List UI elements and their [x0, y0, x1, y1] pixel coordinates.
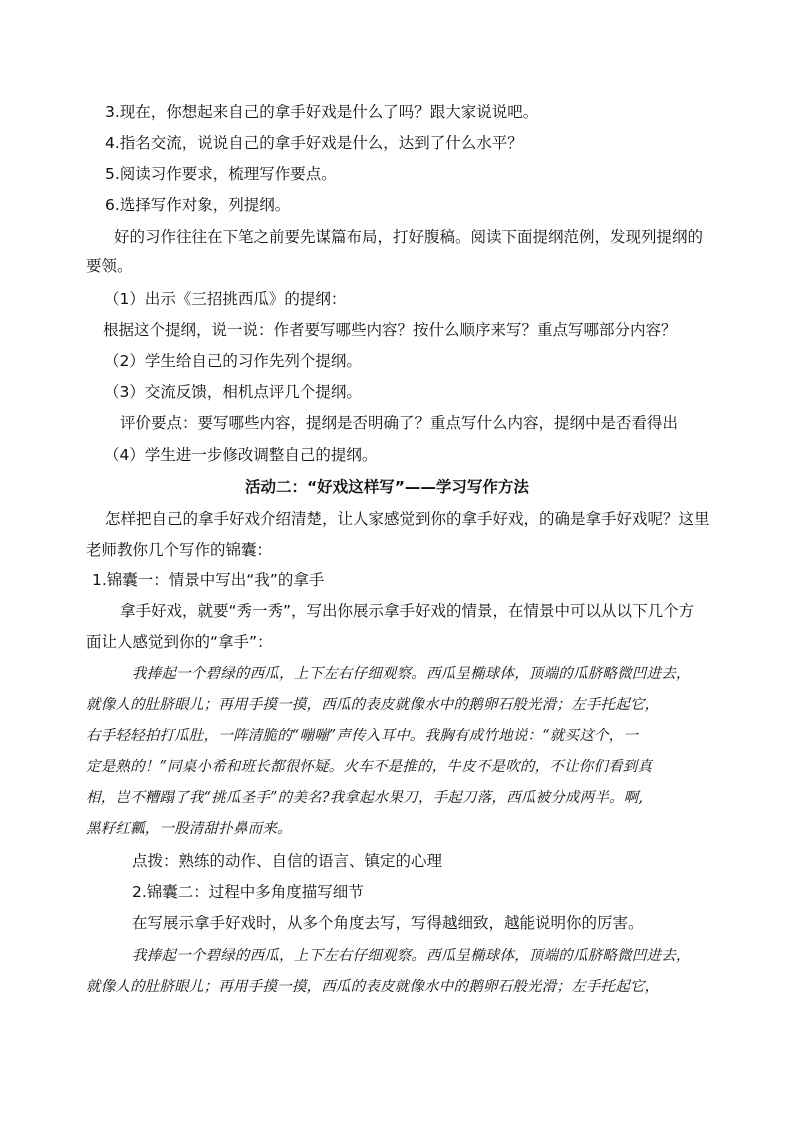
activity-2-intro-line-1: 怎样把自己的拿手好戏介绍清楚，让人家感觉到你的拿手好戏，的确是拿手好戏呢？这里 [105, 510, 710, 528]
tip-1-desc-line-1: 拿手好戏，就要“秀一秀”，写出你展示拿手好戏的情景，在情景中可以从以下几个方 [120, 602, 695, 620]
sub-step-4: （4）学生进一步修改调整自己的提纲。 [104, 446, 378, 464]
sub-step-1-question: 根据这个提纲，说一说：作者要写哪些内容？按什么顺序来写？重点写哪部分内容？ [103, 321, 677, 339]
activity-2-heading: 活动二：“好戏这样写”——学习写作方法 [245, 478, 529, 496]
example-2-line-2: 就像人的肚脐眼儿；再用手摸一摸，西瓜的表皮就像水中的鹅卵石般光滑；左手托起它， [86, 979, 660, 995]
tip-1-hint: 点拨：熟练的动作、自信的语言、镇定的心理 [132, 852, 443, 870]
tip-2-desc: 在写展示拿手好戏时，从多个角度去写，写得越细致，越能说明你的厉害。 [132, 914, 644, 932]
example-1-line-4: 定是熟的！”同桌小希和班长都很怀疑。火车不是推的，牛皮不是吹的，不让你们看到真 [86, 759, 653, 775]
outline-intro-line-1: 好的习作往往在下笔之前要先谋篇布局，打好腹稿。阅读下面提纲范例，发现列提纲的 [114, 228, 704, 246]
example-1-line-1: 我捧起一个碧绿的西瓜，上下左右仔细观察。西瓜呈椭球体，顶端的瓜脐略微凹进去， [132, 666, 691, 682]
example-2-line-1: 我捧起一个碧绿的西瓜，上下左右仔细观察。西瓜呈椭球体，顶端的瓜脐略微凹进去， [132, 948, 691, 964]
example-1-line-6: 黑籽红瓤，一股清甜扑鼻而来。 [86, 821, 292, 837]
step-3: 3.现在，你想起来自己的拿手好戏是什么了吗？跟大家说说吧。 [105, 103, 539, 121]
example-1-line-3: 右手轻轻拍打瓜肚，一阵清脆的“嘣嘣”声传入耳中。我胸有成竹地说：“就买这个，一 [86, 728, 639, 744]
activity-2-intro-line-2: 老师教你几个写作的锦囊： [86, 541, 273, 559]
step-6: 6.选择写作对象，列提纲。 [105, 196, 291, 214]
sub-step-3: （3）交流反馈，相机点评几个提纲。 [104, 383, 362, 401]
outline-intro-line-2: 要领。 [86, 257, 133, 275]
example-1-line-5: 相，岂不糟蹋了我“挑瓜圣手”的美名?我拿起水果刀，手起刀落，西瓜被分成两半。啊, [86, 790, 644, 806]
tip-1-desc-line-2: 面让人感觉到你的“拿手”： [86, 633, 273, 651]
tip-1-title: 1.锦囊一：情景中写出“我”的拿手 [92, 571, 325, 589]
step-4: 4.指名交流，说说自己的拿手好戏是什么，达到了什么水平？ [105, 134, 523, 152]
step-5: 5.阅读习作要求，梳理写作要点。 [105, 165, 337, 183]
sub-step-1: （1）出示《三招挑西瓜》的提纲： [104, 290, 347, 308]
tip-2-title: 2.锦囊二：过程中多角度描写细节 [132, 883, 364, 901]
evaluation-points: 评价要点：要写哪些内容，提纲是否明确了？重点写什么内容，提纲中是否看得出 [120, 414, 679, 432]
sub-step-2: （2）学生给自己的习作先列个提纲。 [104, 352, 362, 370]
example-1-line-2: 就像人的肚脐眼儿；再用手摸一摸，西瓜的表皮就像水中的鹅卵石般光滑；左手托起它， [86, 697, 660, 713]
